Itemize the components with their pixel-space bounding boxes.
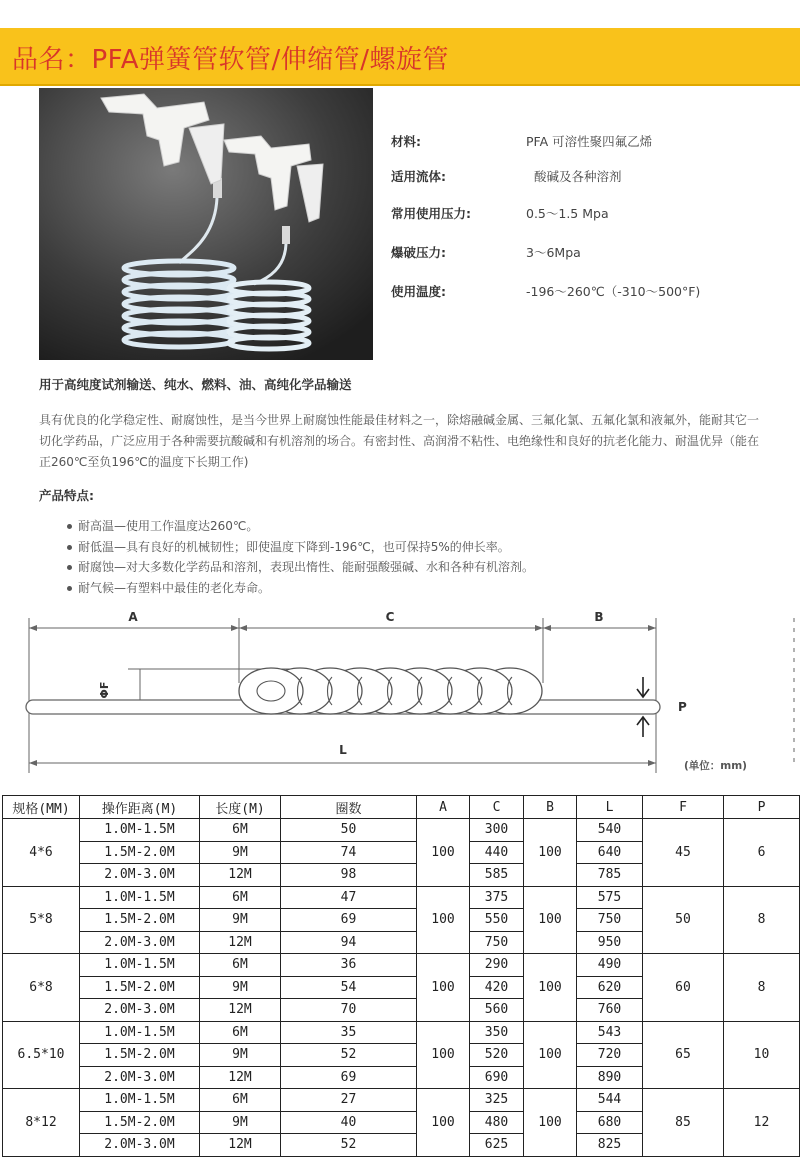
p-cell: 8 bbox=[724, 886, 800, 954]
features-list bbox=[66, 517, 534, 599]
description-paragraph: 具有优良的化学稳定性、耐腐蚀性，是当今世界上耐腐蚀性能最佳材料之一，除熔融碱金属、三氟化氯、五氟化氯和液氟外，能耐其它一切化学药品，广泛应用于各种需要抗酸碱和有机溶剂的场合。有密封性、高润滑不粘性、电绝缘性和良好的抗老化能力、耐温优异（能在正260℃至负196℃的温度下长期工作) bbox=[39, 413, 760, 469]
distance-cell: 1.5M-2.0M bbox=[80, 976, 200, 999]
f-cell: 65 bbox=[643, 1021, 724, 1089]
distance-cell: 2.0M-3.0M bbox=[80, 1066, 200, 1089]
spec-label: 常用使用压力: bbox=[391, 206, 471, 221]
c-cell: 690 bbox=[470, 1066, 524, 1089]
col-header: 规格(MM) bbox=[3, 796, 80, 819]
a-cell: 100 bbox=[417, 1089, 470, 1157]
turns-cell: 36 bbox=[281, 954, 417, 977]
dim-label-f: ΦF bbox=[98, 681, 111, 699]
length-cell: 9M bbox=[200, 841, 281, 864]
title-bar bbox=[0, 28, 800, 86]
col-header: 长度(M) bbox=[200, 796, 281, 819]
distance-cell: 2.0M-3.0M bbox=[80, 864, 200, 887]
turns-cell: 70 bbox=[281, 999, 417, 1022]
dim-label-c: C bbox=[385, 610, 395, 624]
dim-label-p: P bbox=[678, 700, 687, 714]
c-cell: 520 bbox=[470, 1044, 524, 1067]
c-cell: 420 bbox=[470, 976, 524, 999]
length-cell: 6M bbox=[200, 819, 281, 842]
b-cell: 100 bbox=[524, 886, 577, 954]
col-header: A bbox=[417, 796, 470, 819]
l-cell: 680 bbox=[577, 1111, 643, 1134]
dim-label-l: L bbox=[339, 743, 347, 757]
usage-title: 用于高纯度试剂输送、纯水、燃料、油、高纯化学品输送 bbox=[39, 377, 352, 392]
turns-cell: 69 bbox=[281, 1066, 417, 1089]
table-row bbox=[3, 819, 800, 842]
length-cell: 12M bbox=[200, 1066, 281, 1089]
b-cell: 100 bbox=[524, 954, 577, 1022]
table-header-row bbox=[3, 796, 800, 819]
length-cell: 12M bbox=[200, 999, 281, 1022]
turns-cell: 52 bbox=[281, 1134, 417, 1157]
spec-value: PFA 可溶性聚四氟乙烯 bbox=[526, 134, 653, 149]
b-cell: 100 bbox=[524, 1089, 577, 1157]
distance-cell: 2.0M-3.0M bbox=[80, 931, 200, 954]
distance-cell: 1.5M-2.0M bbox=[80, 1044, 200, 1067]
col-header: B bbox=[524, 796, 577, 819]
turns-cell: 52 bbox=[281, 1044, 417, 1067]
turns-cell: 94 bbox=[281, 931, 417, 954]
col-header: F bbox=[643, 796, 724, 819]
b-cell: 100 bbox=[524, 819, 577, 887]
unit-label: (单位：mm) bbox=[684, 760, 747, 772]
length-cell: 6M bbox=[200, 1089, 281, 1112]
turns-cell: 35 bbox=[281, 1021, 417, 1044]
distance-cell: 1.0M-1.5M bbox=[80, 886, 200, 909]
p-cell: 12 bbox=[724, 1089, 800, 1157]
distance-cell: 2.0M-3.0M bbox=[80, 1134, 200, 1157]
size-cell: 6.5*10 bbox=[3, 1021, 80, 1089]
a-cell: 100 bbox=[417, 1021, 470, 1089]
col-header: L bbox=[577, 796, 643, 819]
c-cell: 480 bbox=[470, 1111, 524, 1134]
table-row bbox=[3, 886, 800, 909]
col-header: 圈数 bbox=[281, 796, 417, 819]
l-cell: 785 bbox=[577, 864, 643, 887]
l-cell: 575 bbox=[577, 886, 643, 909]
table-row bbox=[3, 1021, 800, 1044]
dimension-diagram bbox=[0, 603, 800, 783]
l-cell: 543 bbox=[577, 1021, 643, 1044]
p-cell: 6 bbox=[724, 819, 800, 887]
length-cell: 9M bbox=[200, 1044, 281, 1067]
length-cell: 9M bbox=[200, 1111, 281, 1134]
spec-row-fluid bbox=[391, 167, 791, 187]
p-cell: 10 bbox=[724, 1021, 800, 1089]
spec-value: 0.5～1.5 Mpa bbox=[526, 206, 609, 221]
turns-cell: 47 bbox=[281, 886, 417, 909]
length-cell: 12M bbox=[200, 1134, 281, 1157]
distance-cell: 1.5M-2.0M bbox=[80, 1111, 200, 1134]
feature-item: 耐气候—有塑料中最佳的老化寿命。 bbox=[66, 579, 534, 600]
l-cell: 490 bbox=[577, 954, 643, 977]
feature-item: 耐腐蚀—对大多数化学药品和溶剂，表现出惰性、能耐强酸强碱、水和各种有机溶剂。 bbox=[66, 558, 534, 579]
c-cell: 560 bbox=[470, 999, 524, 1022]
l-cell: 540 bbox=[577, 819, 643, 842]
c-cell: 375 bbox=[470, 886, 524, 909]
l-cell: 760 bbox=[577, 999, 643, 1022]
length-cell: 12M bbox=[200, 931, 281, 954]
c-cell: 550 bbox=[470, 909, 524, 932]
features-title: 产品特点: bbox=[39, 488, 94, 503]
spec-row-burst-pressure bbox=[391, 243, 791, 263]
spec-row-temperature bbox=[391, 282, 791, 302]
distance-cell: 1.0M-1.5M bbox=[80, 1089, 200, 1112]
spec-value: 酸碱及各种溶剂 bbox=[534, 169, 622, 184]
spec-row-material bbox=[391, 132, 791, 152]
l-cell: 825 bbox=[577, 1134, 643, 1157]
c-cell: 440 bbox=[470, 841, 524, 864]
col-header: C bbox=[470, 796, 524, 819]
feature-item: 耐高温—使用工作温度达260℃。 bbox=[66, 517, 534, 538]
col-header: 操作距离(M) bbox=[80, 796, 200, 819]
l-cell: 890 bbox=[577, 1066, 643, 1089]
product-photo bbox=[39, 88, 373, 360]
length-cell: 9M bbox=[200, 909, 281, 932]
turns-cell: 27 bbox=[281, 1089, 417, 1112]
turns-cell: 50 bbox=[281, 819, 417, 842]
turns-cell: 98 bbox=[281, 864, 417, 887]
l-cell: 544 bbox=[577, 1089, 643, 1112]
p-cell: 8 bbox=[724, 954, 800, 1022]
a-cell: 100 bbox=[417, 819, 470, 887]
f-cell: 60 bbox=[643, 954, 724, 1022]
distance-cell: 1.5M-2.0M bbox=[80, 909, 200, 932]
a-cell: 100 bbox=[417, 954, 470, 1022]
c-cell: 300 bbox=[470, 819, 524, 842]
spec-value: -196～260℃（-310～500°F) bbox=[526, 284, 701, 299]
distance-cell: 2.0M-3.0M bbox=[80, 999, 200, 1022]
length-cell: 6M bbox=[200, 886, 281, 909]
spec-label: 材料: bbox=[391, 134, 421, 149]
spec-label: 使用温度: bbox=[391, 284, 446, 299]
spec-label: 爆破压力: bbox=[391, 245, 446, 260]
c-cell: 750 bbox=[470, 931, 524, 954]
distance-cell: 1.5M-2.0M bbox=[80, 841, 200, 864]
l-cell: 750 bbox=[577, 909, 643, 932]
dim-label-a: A bbox=[128, 610, 138, 624]
size-cell: 6*8 bbox=[3, 954, 80, 1022]
f-cell: 45 bbox=[643, 819, 724, 887]
c-cell: 325 bbox=[470, 1089, 524, 1112]
size-cell: 5*8 bbox=[3, 886, 80, 954]
distance-cell: 1.0M-1.5M bbox=[80, 819, 200, 842]
a-cell: 100 bbox=[417, 886, 470, 954]
turns-cell: 54 bbox=[281, 976, 417, 999]
spec-label: 适用流体: bbox=[391, 169, 446, 184]
length-cell: 12M bbox=[200, 864, 281, 887]
c-cell: 585 bbox=[470, 864, 524, 887]
turns-cell: 74 bbox=[281, 841, 417, 864]
size-cell: 8*12 bbox=[3, 1089, 80, 1157]
c-cell: 625 bbox=[470, 1134, 524, 1157]
b-cell: 100 bbox=[524, 1021, 577, 1089]
spec-value: 3～6Mpa bbox=[526, 245, 581, 260]
f-cell: 50 bbox=[643, 886, 724, 954]
dim-label-b: B bbox=[594, 610, 604, 624]
l-cell: 720 bbox=[577, 1044, 643, 1067]
l-cell: 620 bbox=[577, 976, 643, 999]
page-title: 品名：PFA弹簧管软管/伸缩管/螺旋管 bbox=[12, 45, 450, 75]
spec-table bbox=[2, 795, 800, 1157]
distance-cell: 1.0M-1.5M bbox=[80, 1021, 200, 1044]
feature-item: 耐低温—具有良好的机械韧性；即使温度下降到-196℃，也可保持5%的伸长率。 bbox=[66, 538, 534, 559]
length-cell: 6M bbox=[200, 954, 281, 977]
table-row bbox=[3, 1089, 800, 1112]
c-cell: 290 bbox=[470, 954, 524, 977]
distance-cell: 1.0M-1.5M bbox=[80, 954, 200, 977]
turns-cell: 69 bbox=[281, 909, 417, 932]
f-cell: 85 bbox=[643, 1089, 724, 1157]
length-cell: 6M bbox=[200, 1021, 281, 1044]
table-row bbox=[3, 954, 800, 977]
l-cell: 950 bbox=[577, 931, 643, 954]
col-header: P bbox=[724, 796, 800, 819]
length-cell: 9M bbox=[200, 976, 281, 999]
turns-cell: 40 bbox=[281, 1111, 417, 1134]
c-cell: 350 bbox=[470, 1021, 524, 1044]
size-cell: 4*6 bbox=[3, 819, 80, 887]
spec-row-working-pressure bbox=[391, 204, 791, 224]
l-cell: 640 bbox=[577, 841, 643, 864]
